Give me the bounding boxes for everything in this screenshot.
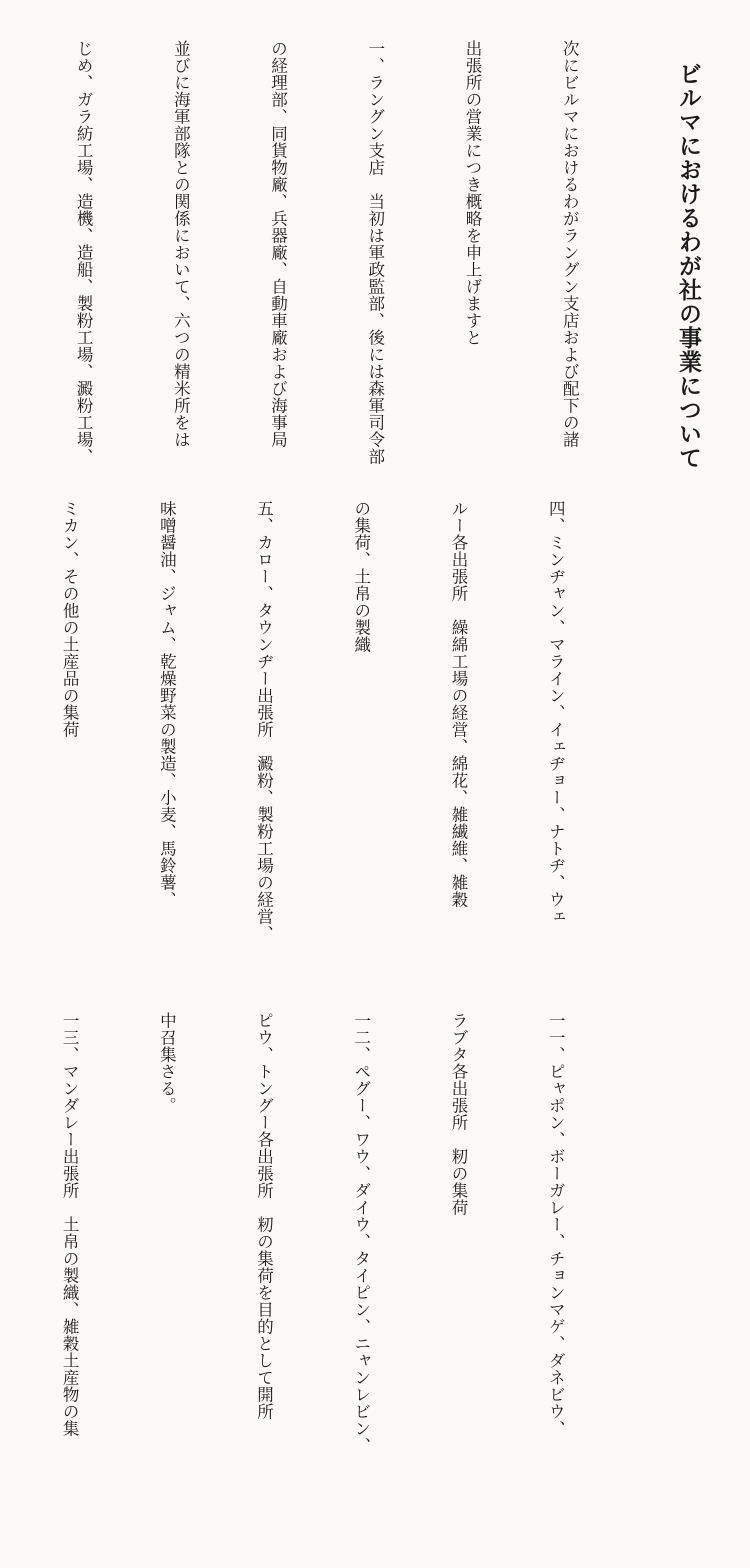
text-block-2 — [0, 500, 636, 960]
text-line: 一二、ペグー、ワウ、ダイウ、タイピン、ニャンレビン、 — [351, 1012, 371, 1454]
text-line: じめ、ガラ紡工場、造機、造船、製粉工場、澱粉工場、 — [74, 40, 94, 465]
text-line: ミカン、その他の土産品の集荷 — [60, 500, 80, 738]
page-title: ビルマにおけるわが社の事業について — [675, 62, 702, 470]
text-line: 出張所の営業につき概略を申上げますと — [462, 40, 482, 346]
text-line: 次にビルマにおけるわがラングン支店および配下の諸 — [560, 40, 580, 448]
text-line: 四、ミンヂャン、マライン、イェヂョー、ナトヂ、ウェ — [546, 500, 566, 925]
text-line: 一一、ピャポン、ボーガレー、チョンマゲ、ダネビウ、 — [546, 1012, 566, 1437]
text-block-1 — [0, 40, 650, 480]
text-line: ルー各出張所 繰綿工場の経営、綿花、雑繊維、雑穀 — [448, 500, 468, 908]
text-line: の経理部、同貨物廠、兵器廠、自動車廠および海事局 — [268, 40, 288, 448]
text-line: 並びに海軍部隊との関係において、六つの精米所をは — [171, 40, 191, 448]
text-line: 一三、マンダレー出張所 土帛の製織、雑穀土産物の集 — [60, 1012, 80, 1437]
text-line: の集荷、土帛の製織 — [351, 500, 371, 653]
text-line: ピウ、トングー各出張所 籾の集荷を目的として開所 — [254, 1012, 274, 1420]
text-line: 一、ラングン支店 当初は軍政監部、後には森軍司令部 — [365, 40, 385, 465]
text-line: ラブタ各出張所 籾の集荷 — [448, 1012, 468, 1216]
text-block-3 — [0, 1012, 636, 1532]
text-line: 味噌醤油、ジャム、乾燥野菜の製造、小麦、馬鈴薯、 — [157, 500, 177, 908]
text-line: 中召集さる。 — [157, 1012, 177, 1114]
text-line — [0, 40, 2, 480]
text-line: 五、カロー、タウンヂー出張所 澱粉、製粉工場の経営、 — [254, 500, 274, 942]
